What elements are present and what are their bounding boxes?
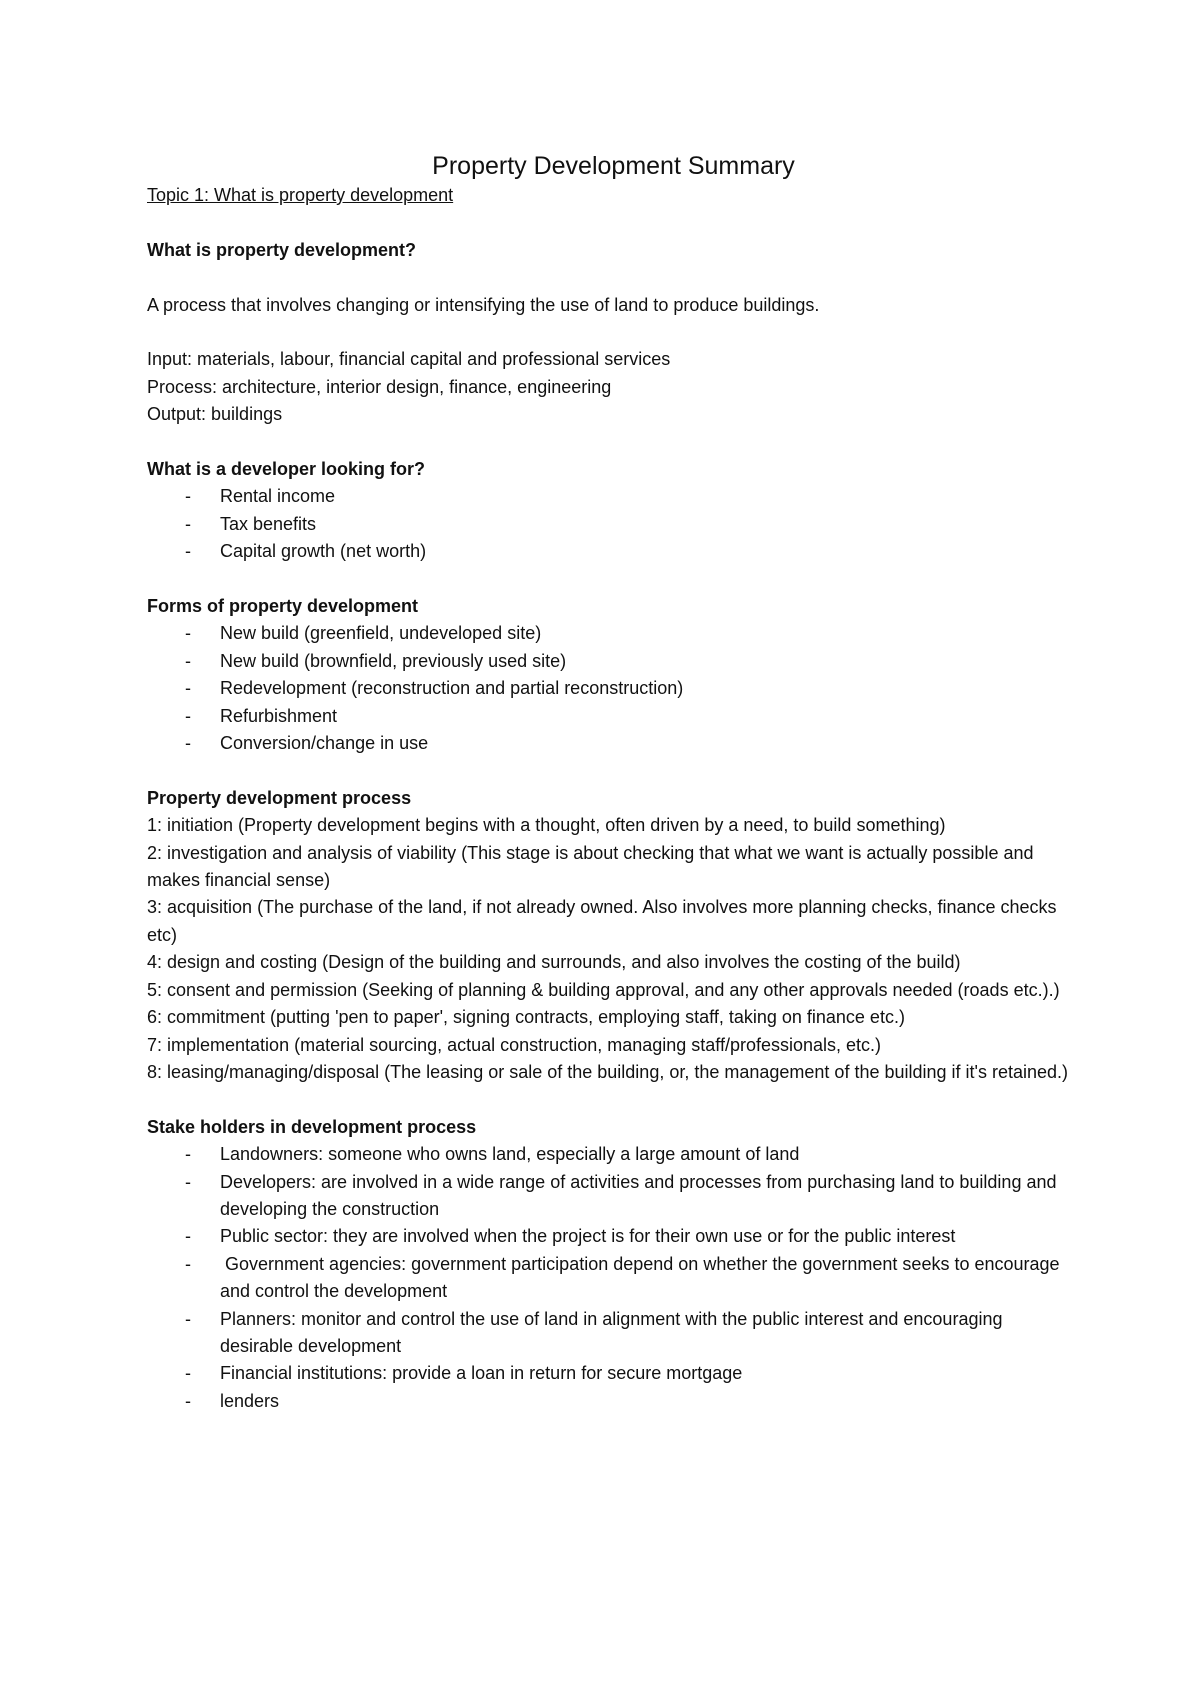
dash-bullet: - [185, 1226, 191, 1247]
dash-bullet: - [185, 650, 191, 671]
list-item: - Planners: monitor and control the use of land in alignment with the public interest and encouraging desirable development [147, 1306, 1080, 1361]
dash-bullet: - [185, 1144, 191, 1165]
process-step: 2: investigation and analysis of viability (This stage is about checking that what we want is actually possible and makes financial sense) [147, 842, 1034, 891]
process-step: 8: leasing/managing/disposal (The leasing or sale of the building, or, the management of the building if it's retained.) [147, 1061, 1068, 1082]
output-line: Output: buildings [147, 404, 283, 425]
definition-text: A process that involves changing or intensifying the use of land to produce buildings. [147, 294, 820, 315]
list-item: - Redevelopment (reconstruction and partial reconstruction) [147, 675, 1080, 702]
dash-bullet: - [185, 1171, 191, 1192]
process-step: 3: acquisition (The purchase of the land, if not already owned. Also involves more planning checks, finance checks etc) [147, 897, 1057, 945]
list-item: - lenders [147, 1388, 1080, 1415]
list-item: - New build (greenfield, undeveloped site) [147, 620, 1080, 647]
dash-bullet: - [185, 733, 191, 754]
developer-goals-list [147, 483, 1080, 565]
list-item: - Developers: are involved in a wide range of activities and processes from purchasing land to building and developing the construction [147, 1169, 1080, 1224]
dash-bullet: - [185, 678, 191, 699]
section-heading-developer-looking-for: What is a developer looking for? [147, 459, 426, 479]
list-item: - Tax benefits [147, 511, 1080, 538]
list-item: - New build (brownfield, previously used site) [147, 648, 1080, 675]
forms-list [147, 620, 1080, 757]
page-title: Property Development Summary [432, 152, 795, 180]
dash-bullet: - [185, 541, 191, 562]
dash-bullet: - [185, 1253, 191, 1274]
section-heading-forms: Forms of property development [147, 596, 419, 617]
topic-heading: Topic 1: What is property development [147, 185, 454, 205]
dash-bullet: - [185, 705, 191, 726]
section-heading-what-is: What is property development? [147, 239, 417, 260]
list-item: - Capital growth (net worth) [147, 538, 1080, 565]
list-item: - Landowners: someone who owns land, especially a large amount of land [147, 1141, 1080, 1168]
list-item: - Conversion/change in use [147, 730, 1080, 757]
dash-bullet: - [185, 1390, 191, 1411]
dash-bullet: - [185, 513, 191, 534]
process-step: 7: implementation (material sourcing, actual construction, managing staff/professionals, etc.) [147, 1034, 882, 1055]
process-step: 4: design and costing (Design of the building and surrounds, and also involves the costing of the build) [147, 952, 961, 973]
dash-bullet: - [185, 1363, 191, 1384]
process-step: 6: commitment (putting 'pen to paper', signing contracts, employing staff, taking on finance etc.) [147, 1007, 905, 1028]
process-line: Process: architecture, interior design, finance, engineering [147, 376, 612, 397]
dash-bullet: - [185, 1308, 191, 1329]
stakeholders-list [147, 1141, 1080, 1415]
list-item: - Financial institutions: provide a loan in return for secure mortgage [147, 1360, 1080, 1387]
input-line: Input: materials, labour, financial capital and professional services [147, 349, 671, 370]
list-item: - Rental income [147, 483, 1080, 510]
list-item: - Government agencies: government participation depend on whether the government seeks to encourage and control the development [147, 1251, 1080, 1306]
list-item: - Refurbishment [147, 703, 1080, 730]
section-heading-stakeholders: Stake holders in development process [147, 1116, 477, 1137]
process-step: 5: consent and permission (Seeking of planning & building approval, and any other approvals needed (roads etc.).) [147, 979, 1060, 1000]
list-item: - Public sector: they are involved when the project is for their own use or for the public interest [147, 1223, 1080, 1250]
dash-bullet: - [185, 623, 191, 644]
section-heading-process: Property development process [147, 787, 412, 808]
dash-bullet: - [185, 486, 191, 507]
process-step: 1: initiation (Property development begins with a thought, often driven by a need, to build something) [147, 815, 946, 836]
